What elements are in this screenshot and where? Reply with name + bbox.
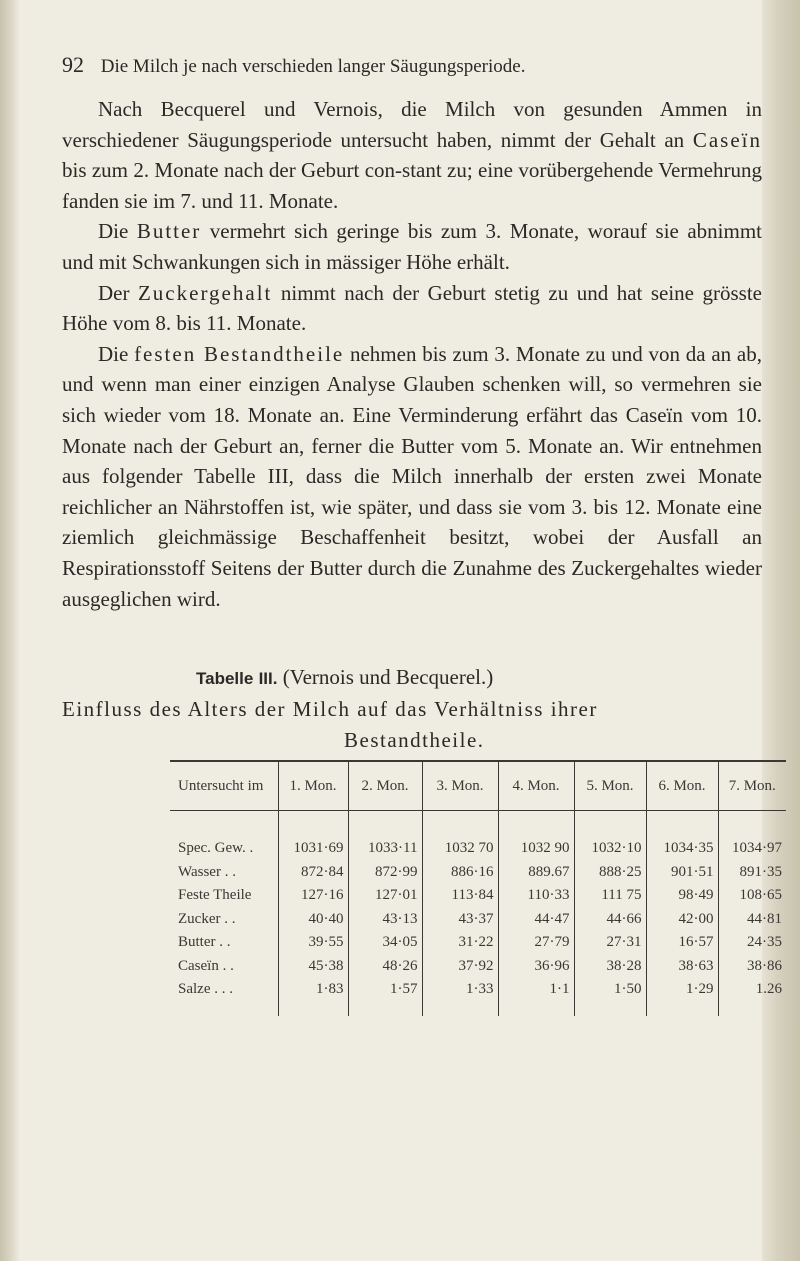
table-cell: 1·50 [574,978,646,1016]
table-cell: 36·96 [498,955,574,979]
table-cell: 27·79 [498,931,574,955]
paragraph-butter-text-a: Die [98,219,137,244]
paragraph-butter-text-b: vermehrt sich geringe bis zum 3. Monate, worauf sie abnimmt und mit Schwankungen sich in mässiger Höhe erhält. [62,219,762,274]
table-row [170,861,786,885]
table-label: Tabelle [196,669,254,688]
table-cell: 889.67 [498,861,574,885]
emphasis-butter: Butter [136,219,202,244]
table-cell: 1032 70 [422,811,498,861]
page-number: 92 [62,52,84,77]
table-cell: 108·65 [718,884,786,908]
table-cell: 1·83 [278,978,348,1016]
table-cell: 44·47 [498,908,574,932]
table-cell: 24·35 [718,931,786,955]
table-source: (Vernois und Becquerel.) [282,665,494,689]
table-caption [62,662,762,756]
paragraph-zucker-text-b: nimmt nach der Geburt stetig zu und hat seine grösste Höhe vom 8. bis 11. Monate. [62,280,762,336]
row-label: Spec. Gew. . [178,840,254,857]
table-cell: 886·16 [422,861,498,885]
table-cell: 111 75 [574,884,646,908]
table-cell: 44·81 [718,908,786,932]
table-cell: 110·33 [498,884,574,908]
column-header: 3. Mon. [422,761,498,811]
paragraph-casein [62,94,762,216]
table-cell: 44·66 [574,908,646,932]
paragraph-casein-text-a: Nach Becquerel und Vernois, die Milch von gesunden Ammen in verschiedener Säugungsperiode untersucht haben, nimmt der Gehalt an [62,97,762,152]
table-cell: 888·25 [574,861,646,885]
row-label: Caseïn . . [178,957,234,974]
table-cell: 48·26 [348,955,422,979]
paragraph-butter [62,216,762,277]
paragraph-bestandtheile [62,339,762,614]
page-gutter-shadow [0,0,20,1261]
body-text [62,94,762,614]
data-table [170,760,786,1016]
column-header: 1. Mon. [278,761,348,811]
paragraph-bestandtheile-text-b: nehmen bis zum 3. Monate zu und von da an ab, und wenn man einer einzigen Analyse Glauben schenken will, so vermehren sie sich wieder vom 18. Monate an. Eine Verminderung erfährt das Caseïn vom 10. Monate nach der Geburt an, ferner die Butter vom 5. Monate an. Wir entnehmen aus folgender Tabelle III, dass die Milch innerhalb der ersten zwei Monate reichlicher an Nährstoffen ist, wie später, und dass sie vom 3. bis 12. Monate eine ziemlich gleichmässige Beschaffenheit besitzt, wobei der Ausfall an Respirationsstoff Seitens der Butter durch die Zunahme des Zuckergehaltes wieder ausgeglichen wird. [62,341,762,611]
paragraph-zucker-text-a: Der [98,280,138,305]
table-cell: 37·92 [422,955,498,979]
table-cell: 1032 90 [498,811,574,861]
table-cell: 872·99 [348,861,422,885]
table-cell: 127·01 [348,884,422,908]
table-row [170,955,786,979]
table-row [170,811,786,861]
table-title-line1: Einfluss des Alters der Milch auf das Verhältniss ihrer [62,697,598,721]
table-cell: 113·84 [422,884,498,908]
table-cell: 34·05 [348,931,422,955]
table-cell: 40·40 [278,908,348,932]
table-cell: 1032·10 [574,811,646,861]
table-cell: 1·57 [348,978,422,1016]
page-edge-shadow [762,0,800,1261]
table-cell: 1·33 [422,978,498,1016]
table-title-line2: Bestandtheile. [344,728,485,752]
table-cell: 1·1 [498,978,574,1016]
table-caption-line [62,662,762,694]
row-label: Zucker . . [178,910,236,927]
table-cell: 16·57 [646,931,718,955]
table-cell: 1·29 [646,978,718,1016]
table-cell: 45·38 [278,955,348,979]
table-cell: 38·28 [574,955,646,979]
table-number: III. [258,669,278,688]
column-header: 5. Mon. [574,761,646,811]
column-header: 2. Mon. [348,761,422,811]
table-header-row [170,761,786,811]
table-cell: 1034·97 [718,811,786,861]
table-cell: 901·51 [646,861,718,885]
table-row [170,908,786,932]
table-cell: 39·55 [278,931,348,955]
running-header [62,52,702,78]
column-header: 7. Mon. [718,761,786,811]
emphasis-casein: Caseïn [692,127,762,152]
column-header: 6. Mon. [646,761,718,811]
column-header: 4. Mon. [498,761,574,811]
running-title: Die Milch je nach verschieden langer Säugungsperiode. [100,56,526,77]
paragraph-bestandtheile-text-a: Die [98,341,135,366]
table-row [170,978,786,1016]
table-cell: 43·13 [348,908,422,932]
row-label: Feste Theile [178,887,252,904]
row-label: Wasser . . [178,863,236,880]
emphasis-feste-bestandtheile: festen Bestandtheile [134,341,345,366]
table-row [170,884,786,908]
table-cell: 1033·11 [348,811,422,861]
table-cell: 98·49 [646,884,718,908]
table-cell: 1031·69 [278,811,348,861]
emphasis-zuckergehalt: Zuckergehalt [137,280,273,305]
table-cell: 891·35 [718,861,786,885]
table-cell: 127·16 [278,884,348,908]
table-cell: 1034·35 [646,811,718,861]
table-cell: 43·37 [422,908,498,932]
table-cell: 31·22 [422,931,498,955]
table-cell: 1.26 [718,978,786,1016]
row-label: Butter . . [178,934,231,951]
paragraph-zucker [62,278,762,339]
table-cell: 27·31 [574,931,646,955]
table-cell: 38·86 [718,955,786,979]
table-cell: 872·84 [278,861,348,885]
row-label: Salze . . . [178,981,233,998]
paragraph-casein-text-b: bis zum 2. Monate nach der Geburt con-stant zu; eine vorübergehende Vermehrung fanden sie im 7. und 11. Monate. [62,158,762,213]
column-header: Untersucht im [170,761,278,811]
table-cell: 42·00 [646,908,718,932]
table-cell: 38·63 [646,955,718,979]
table-row [170,931,786,955]
